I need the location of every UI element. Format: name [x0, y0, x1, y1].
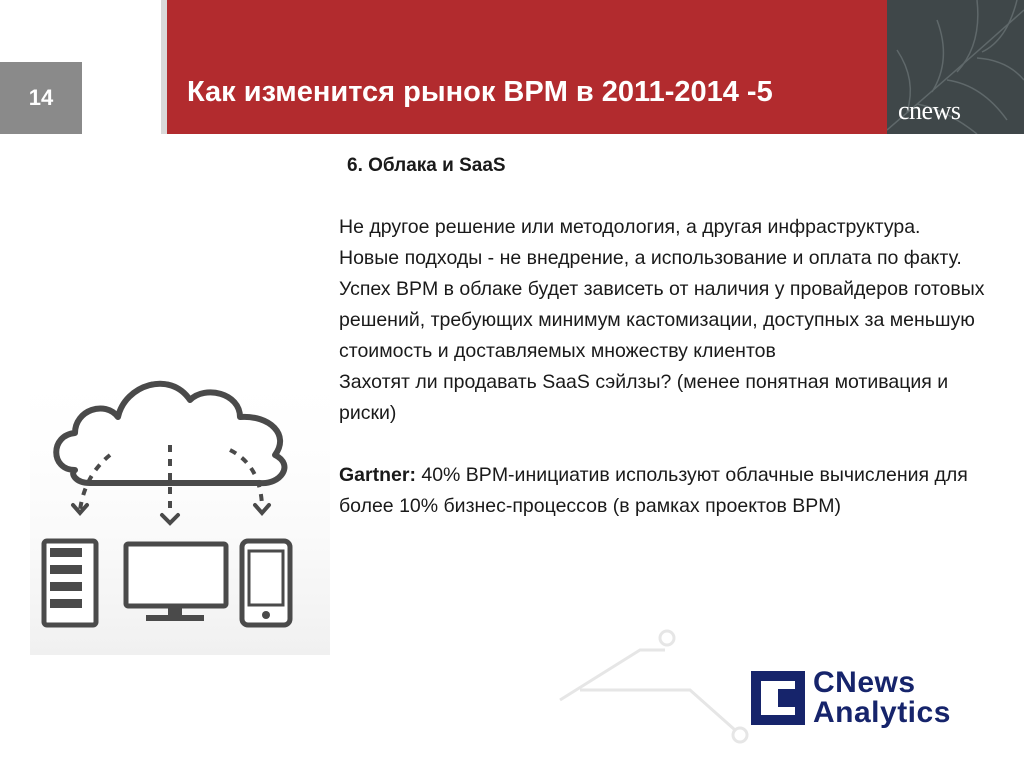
logo-mark-icon [751, 671, 805, 725]
server-icon [44, 541, 96, 625]
logo-line-1: CNews [813, 666, 916, 699]
slide-number: 14 [28, 85, 54, 110]
slide-number-box [0, 62, 82, 134]
cloud-computing-illustration [30, 355, 330, 655]
cnews-analytics-logo [751, 668, 951, 728]
title-banner [167, 0, 887, 134]
logo-line-2: Analytics [813, 696, 951, 729]
paragraph: Захотят ли продавать SaaS сэйлзы? (менее понятная мотивация и риски) [339, 371, 949, 424]
gartner-label: Gartner: [339, 464, 416, 486]
paragraph: Успех BPM в облаке будет зависеть от наличия у провайдеров готовых решений, требующих минимум кастомизации, доступных за меньшую стоимость и доставляемых множеству клиентов [339, 278, 985, 362]
paragraph: Не другое решение или методология, а другая инфраструктура. [339, 216, 921, 238]
gartner-paragraph [339, 460, 989, 522]
slide-title: Как изменится рынок BPM в 2011-2014 -5 [187, 76, 773, 108]
gartner-text: 40% BPM-инициатив используют облачные вычисления для более 10% бизнес-процессов (в рамках проектов BPM) [339, 464, 968, 517]
smartphone-icon [242, 541, 290, 625]
paragraph: Новые подходы - не внедрение, а использование и оплата по факту. [339, 247, 962, 269]
slide-content [339, 150, 989, 522]
cnews-brand-small: cnews [898, 96, 961, 125]
section-heading: 6. Облака и SaaS [347, 155, 506, 176]
